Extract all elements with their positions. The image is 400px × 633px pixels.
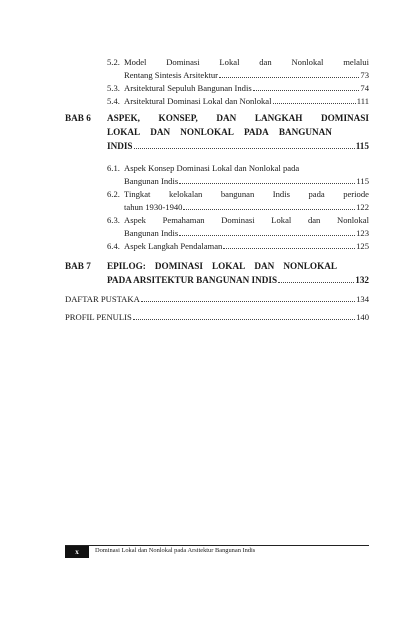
word: LOKAL (212, 261, 246, 271)
chapter-6-title-line1 (107, 113, 369, 123)
toc-entry-5-2-title-line1 (124, 57, 369, 67)
profil-penulis-page: 140 (356, 312, 369, 322)
chapter-7-line2[interactable] (107, 275, 369, 285)
daftar-pustaka-page: 134 (356, 294, 369, 304)
word: BANGUNAN (278, 127, 332, 137)
chapter-6-line3[interactable] (107, 141, 369, 151)
word: Tingkat (124, 189, 151, 199)
word: Aspek (124, 215, 146, 225)
profil-penulis-title: PROFIL PENULIS (65, 312, 132, 322)
toc-entry-6-1-title-line1: Aspek Konsep Dominasi Lokal dan Nonlokal pada (124, 163, 300, 173)
toc-entry-6-1-line2[interactable] (124, 176, 369, 186)
word: Dominasi (221, 215, 255, 225)
chapter-6-label: BAB 6 (65, 113, 91, 123)
word: NONLOKAL (283, 261, 337, 271)
word: LANGKAH (254, 113, 303, 123)
chapter-6-page: 115 (355, 141, 369, 151)
word: pada (308, 189, 325, 199)
leader-dots (278, 282, 354, 283)
word: NONLOKAL (180, 127, 234, 137)
toc-entry-5-2-number: 5.2. (107, 57, 120, 67)
toc-entry-6-3-line2[interactable] (124, 228, 369, 238)
footer-rule (65, 545, 369, 546)
word: dan (259, 57, 272, 67)
leader-dots (219, 77, 359, 78)
toc-entry-5-3[interactable] (124, 83, 369, 93)
toc-entry-5-2-title-line2: Rentang Sintesis Arsitektur (124, 70, 219, 80)
word: PADA (243, 127, 269, 137)
word: DAN (150, 127, 171, 137)
word: DAN (254, 261, 275, 271)
toc-entry-6-1-page: 115 (356, 176, 369, 186)
toc-entry-6-1-number: 6.1. (107, 163, 120, 173)
toc-entry-5-4-number: 5.4. (107, 96, 120, 106)
footer-book-title: Dominasi Lokal dan Nonlokal pada Arsitektur Bangunan Indis (95, 547, 256, 554)
leader-dots (253, 90, 360, 91)
word: DOMINASI (154, 261, 203, 271)
toc-entry-6-3-title-line1 (124, 215, 369, 225)
footer-page-number: x (65, 546, 89, 558)
word: KONSEP, (158, 113, 198, 123)
toc-entry-6-2-number: 6.2. (107, 189, 120, 199)
chapter-6-title-line3: INDIS (107, 141, 133, 151)
toc-entry-6-2-line2[interactable] (124, 202, 369, 212)
word: DOMINASI (321, 113, 369, 123)
leader-dots (134, 148, 355, 149)
word: LOKAL (107, 127, 141, 137)
toc-entry-6-2-page: 122 (356, 202, 369, 212)
leader-dots (273, 103, 356, 104)
leader-dots (183, 209, 355, 210)
daftar-pustaka-title: DAFTAR PUSTAKA (65, 294, 140, 304)
word: ASPEK, (107, 113, 140, 123)
toc-entry-5-2-line2[interactable] (124, 70, 369, 80)
leader-dots (223, 248, 355, 249)
word: Lokal (271, 215, 292, 225)
word: Lokal (219, 57, 240, 67)
toc-entry-5-2-page: 73 (360, 70, 369, 80)
word: Pemahaman (162, 215, 205, 225)
toc-entry-profil-penulis[interactable] (65, 312, 369, 322)
word: dan (307, 215, 321, 225)
toc-entry-5-3-number: 5.3. (107, 83, 120, 93)
toc-entry-daftar-pustaka[interactable] (65, 294, 369, 304)
toc-entry-5-4-title: Arsitektural Dominasi Lokal dan Nonlokal (124, 96, 272, 106)
toc-entry-5-3-title: Arsitektural Sepuluh Bangunan Indis (124, 83, 252, 93)
chapter-7-label: BAB 7 (65, 261, 91, 271)
toc-entry-6-2-title-line1 (124, 189, 369, 199)
chapter-7-page: 132 (355, 275, 369, 285)
leader-dots (179, 183, 355, 184)
toc-entry-6-1-title-line2: Bangunan Indis (124, 176, 179, 186)
toc-entry-6-3-title-line2: Bangunan Indis (124, 228, 179, 238)
toc-entry-5-4[interactable] (124, 96, 369, 106)
word: Dominasi (166, 57, 200, 67)
word: melalui (343, 57, 369, 67)
toc-entry-6-3-page: 123 (356, 228, 369, 238)
word: bangunan (220, 189, 255, 199)
word: kelokalan (168, 189, 203, 199)
toc-entry-6-4-number: 6.4. (107, 241, 120, 251)
toc-entry-6-3-number: 6.3. (107, 215, 120, 225)
chapter-7-title-line1 (107, 261, 337, 271)
word: DAN (216, 113, 237, 123)
leader-dots (133, 319, 355, 320)
leader-dots (141, 301, 355, 302)
toc-entry-5-3-page: 74 (360, 83, 369, 93)
toc-entry-6-4[interactable] (124, 241, 369, 251)
word: EPILOG: (107, 261, 146, 271)
leader-dots (179, 235, 355, 236)
chapter-7-title-line2: PADA ARSITEKTUR BANGUNAN INDIS (107, 275, 278, 285)
word: Model (124, 57, 147, 67)
chapter-6-title-line2 (107, 127, 332, 137)
word: Indis (272, 189, 290, 199)
toc-entry-5-4-page: 111 (356, 96, 369, 106)
word: Nonlokal (336, 215, 369, 225)
toc-entry-6-4-title: Aspek Langkah Pendalaman (124, 241, 223, 251)
word: Nonlokal (291, 57, 324, 67)
word: periode (343, 189, 369, 199)
toc-entry-6-4-page: 125 (356, 241, 369, 251)
toc-entry-6-2-title-line2: tahun 1930-1940 (124, 202, 183, 212)
